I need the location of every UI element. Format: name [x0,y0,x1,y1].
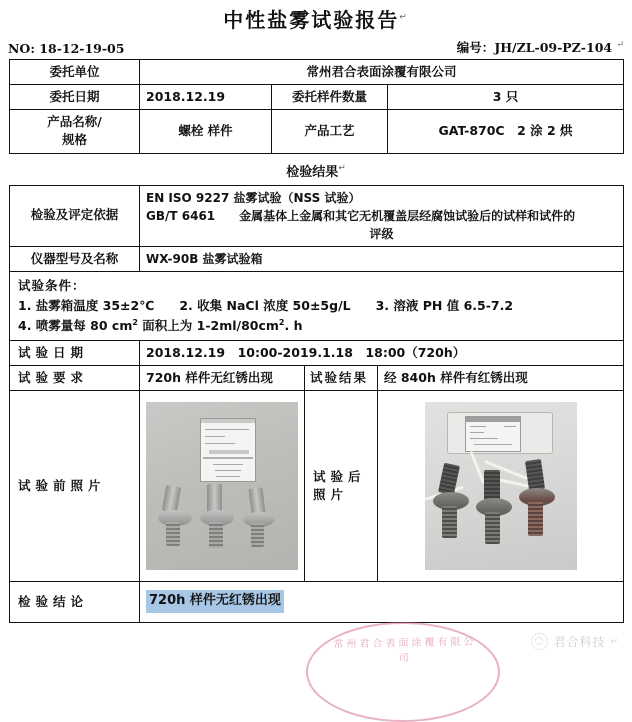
product-name-label-line2: 规格 [61,132,87,148]
tag-card-line [209,450,249,454]
tag-card-line [205,443,235,445]
sample-tag-card [465,416,521,452]
doc-number [8,41,124,56]
basis-line-3: 评级 [369,226,394,241]
page-title [0,0,632,34]
after-photo-wrap [382,398,619,574]
test-conditions-heading: 试验条件： [18,277,86,293]
conclusion-cell [140,581,624,622]
tag-card-line [470,438,498,440]
before-photo-image [146,402,298,570]
bolt-sample-corroded [431,464,479,542]
tag-card-line [470,432,484,434]
cond3-c: . h [284,317,303,333]
before-photo-wrap [144,398,300,574]
cond3-b: 面积上为 1-2ml/80cm [137,317,279,333]
instrument-label: 仪器型号及名称 [10,246,140,271]
cond3-unit: cm [111,317,133,333]
results-table [9,185,624,623]
tag-card-line [203,457,253,459]
doc-meta-row [0,34,632,59]
bolt-sample-corroded [517,460,565,542]
table-row [10,185,624,246]
test-date-label: 试验日期 [10,340,140,365]
test-conditions [10,271,624,340]
table-row [10,365,624,390]
product-name-label [10,110,140,153]
basis-line-2: GB/T 6461 金属基体上金属和其它无机覆盖层经腐蚀试验后的试样和试件的 [146,208,576,223]
pilcrow-mark: ↵ [338,163,346,174]
table-row [10,340,624,365]
quantity-value: 3 只 [388,85,624,110]
doc-code [457,38,624,56]
doc-code-value: JH/ZL-09-PZ-104 [494,40,613,55]
doc-number-value: 18-12-19-05 [39,41,125,56]
bolt-sample [156,486,202,550]
watermark [531,633,618,650]
table-row [10,110,624,153]
cond3-sup2: 2 [278,317,285,327]
requirement-value: 720h 样件无红锈出现 [140,365,305,390]
tag-card-line [213,464,243,466]
test-conditions-line-3 [18,316,615,336]
conclusion-label: 检验结论 [10,581,140,622]
quantity-label: 委托样件数量 [272,85,388,110]
table-row [10,60,624,85]
process-label: 产品工艺 [272,110,388,153]
tag-card-line [216,476,240,478]
test-date-value: 2018.12.19 10:00-2019.1.18 18:00（720h） [140,340,624,365]
doc-code-label: 编号： [456,40,495,55]
test-conditions-line-2: 1. 盐雾箱温度 35±2℃ 2. 收集 NaCl 浓度 50±5g/L 3. 溶液 PH 值 6.5-7.2 [18,297,514,313]
doc-number-label: NO: [8,41,35,56]
test-result-value: 经 840h 样件有红锈出现 [378,365,624,390]
sample-tag-card [200,418,256,482]
table-row [10,581,624,622]
pilcrow-mark: ↵ [610,636,618,647]
instrument-value: WX-90B 盐雾试验箱 [140,246,624,271]
test-result-label: 试验结果 [305,365,378,390]
pilcrow-mark: ↵ [616,39,624,50]
watermark-text: 君合科技 [553,635,606,649]
table-row [10,85,624,110]
cond3-sup1: 2 [132,317,138,327]
after-photo-label: 试验后照片 [305,390,378,581]
requirement-label: 试验要求 [10,365,140,390]
basis-line-1: EN ISO 9227 盐雾试验（NSS 试验） [146,190,361,205]
basis-label: 检验及评定依据 [10,185,140,246]
basis-value [140,185,624,246]
official-seal-text: 常州君合表面涂覆有限公司 [333,636,477,665]
process-value: GAT-870C 2 涂 2 烘 [388,110,624,153]
tag-card-line [205,429,249,431]
results-heading [0,154,632,185]
before-photo-label: 试验前照片 [10,390,140,581]
results-heading-text: 检验结果 [286,164,339,180]
wechat-logo-icon [531,633,548,650]
tag-card-line [504,426,516,428]
client-value: 常州君合表面涂覆有限公司 [140,60,624,85]
commission-date-label: 委托日期 [10,85,140,110]
cond3-a: 4. 喷雾量每 80 [18,317,112,333]
product-name-value: 螺栓 样件 [140,110,272,153]
after-photo-cell [378,390,624,581]
after-photo-image [425,402,577,570]
bolt-sample-corroded [473,470,521,550]
client-label: 委托单位 [10,60,140,85]
tag-card-line [205,436,225,438]
tag-card-line [470,426,486,428]
bolt-sample [198,484,244,550]
table-row [10,390,624,581]
tag-card-line [215,470,241,472]
product-name-label-line1: 产品名称/ [47,114,102,130]
page-title-text: 中性盐雾试验报告 [223,8,400,32]
client-info-table [9,59,624,154]
tag-card-header [466,417,520,422]
tag-card-header [201,419,255,423]
before-photo-cell [140,390,305,581]
commission-date-value: 2018.12.19 [140,85,272,110]
table-row [10,246,624,271]
tag-card-line [474,444,512,446]
table-row [10,271,624,340]
pilcrow-mark: ↵ [399,12,409,23]
conclusion-value: 720h 样件无红锈出现 [146,590,284,613]
bolt-sample [241,488,287,550]
